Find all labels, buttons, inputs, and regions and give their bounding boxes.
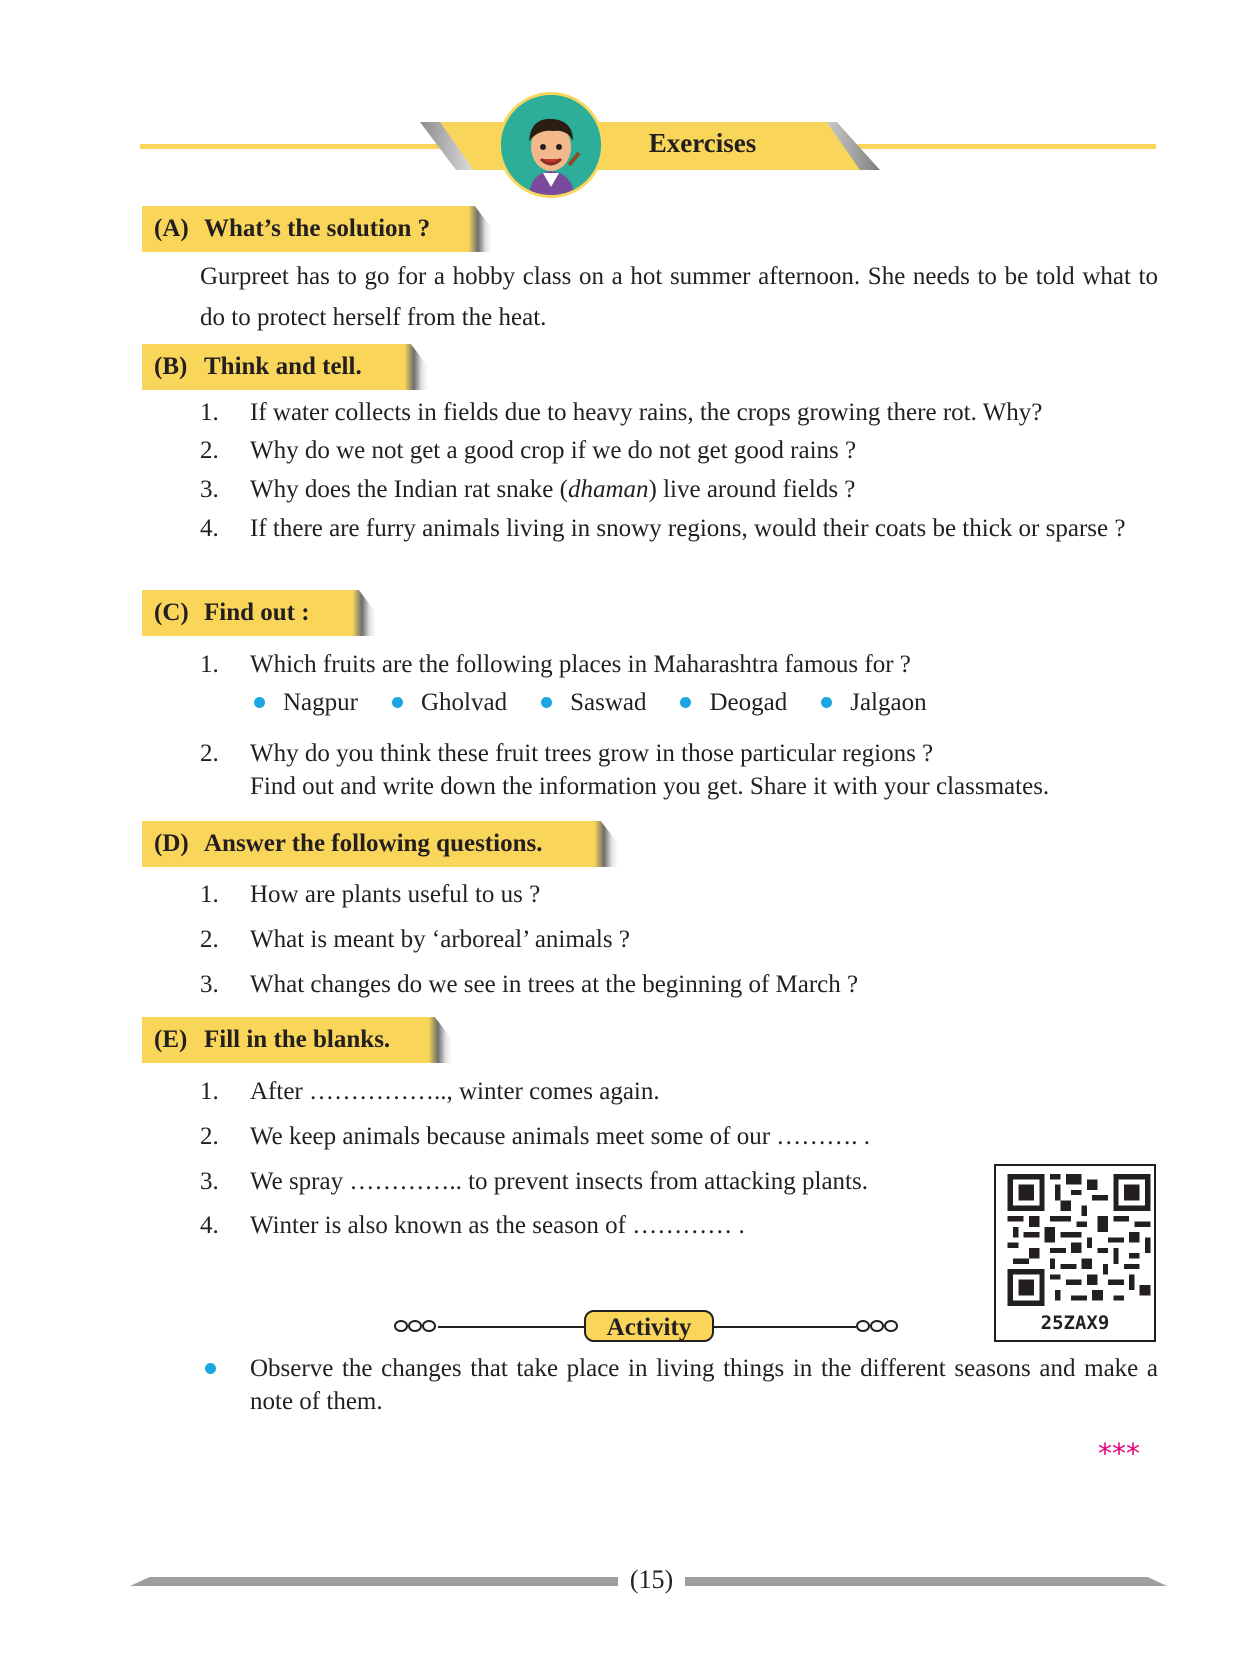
ornament-ring (884, 1320, 898, 1332)
places-list (250, 686, 957, 719)
list-item: Saswad (537, 686, 646, 719)
list-item: Jalgaon (817, 686, 926, 719)
section-letter: (C) (154, 599, 189, 626)
heading-tail (406, 1017, 470, 1063)
ornament-ring (870, 1320, 884, 1332)
ornament-ring (394, 1320, 408, 1332)
ornament-ring (408, 1320, 422, 1332)
section-b-heading (142, 344, 386, 390)
heading-tail (382, 344, 446, 390)
list-item: 1. After …………….., winter comes again. (200, 1078, 660, 1105)
list-item: 1. How are plants useful to us ? (200, 881, 541, 908)
page-title: Exercises (648, 128, 757, 158)
section-letter: (E) (154, 1026, 188, 1053)
list-item: 2. We keep animals because animals meet some of our ………. . (200, 1123, 871, 1150)
heading-tail (446, 206, 510, 252)
activity-rule-left (438, 1326, 586, 1328)
list-item: 3. Why does the Indian rat snake (dhaman) live around fields ? (200, 476, 856, 503)
bullet-icon (680, 697, 691, 708)
bullet-icon (821, 697, 832, 708)
list-item: 2. Why do we not get a good crop if we do not get good rains ? (200, 437, 857, 464)
list-item: 2. Why do you think these fruit trees grow in those particular regions ? Find out and write down the information you get. Share it with your classmates. (200, 740, 1050, 800)
section-letter: (B) (154, 353, 188, 380)
qr-code-label: 25ZAX9 (1040, 1312, 1110, 1334)
section-title: Think and tell. (204, 353, 362, 380)
list-item: 3. We spray ………….. to prevent insects from attacking plants. (200, 1168, 868, 1195)
ornament-ring (856, 1320, 870, 1332)
list-item: Gholvad (388, 686, 507, 719)
activity-label: Activity (584, 1310, 714, 1342)
bullet-icon (254, 697, 265, 708)
list-item: 1. If water collects in fields due to heavy rains, the crops growing there rot. Why? (200, 399, 1043, 426)
section-letter: (A) (154, 215, 189, 242)
activity-rule-right (714, 1326, 856, 1328)
section-d-heading (142, 821, 576, 867)
footer-rule-left (130, 1577, 618, 1586)
section-title: Fill in the blanks. (204, 1026, 391, 1053)
list-item: 4. If there are furry animals living in snowy regions, would their coats be thick or sparse ? (200, 515, 1126, 542)
heading-tail (330, 590, 394, 636)
list-item: 2. What is meant by ‘arboreal’ animals ? (200, 926, 630, 953)
ornament-ring (422, 1320, 436, 1332)
section-e-heading (142, 1017, 410, 1063)
section-title: What’s the solution ? (204, 215, 431, 242)
list-item: 1. Which fruits are the following places in Maharashtra famous for ? (200, 651, 911, 678)
bullet-icon (205, 1363, 216, 1374)
footer-rule-right (685, 1577, 1167, 1586)
bullet-icon (541, 697, 552, 708)
section-a-heading (142, 206, 450, 252)
list-item: Nagpur (250, 686, 358, 719)
section-c-heading (142, 590, 334, 636)
section-letter: (D) (154, 830, 189, 857)
end-mark: *** (1098, 1437, 1140, 1470)
section-a-text: Gurpreet has to go for a hobby class on a hot summer afternoon. She needs to be told what to do to protect herself from the heat. (200, 263, 1158, 331)
list-item: 3. What changes do we see in trees at the beginning of March ? (200, 971, 859, 998)
bullet-icon (392, 697, 403, 708)
page-number: (15) (629, 1565, 674, 1594)
section-title: Answer the following questions. (204, 830, 543, 857)
section-title: Find out : (204, 599, 310, 626)
activity-item: Observe the changes that take place in living things in the different seasons and make a note of them. (0, 1352, 1240, 1418)
heading-tail (572, 821, 636, 867)
boy-avatar-icon (498, 92, 604, 198)
list-item: 4. Winter is also known as the season of ………… . (200, 1212, 745, 1239)
qr-code-icon (1000, 1174, 1158, 1306)
list-item: Deogad (676, 686, 787, 719)
